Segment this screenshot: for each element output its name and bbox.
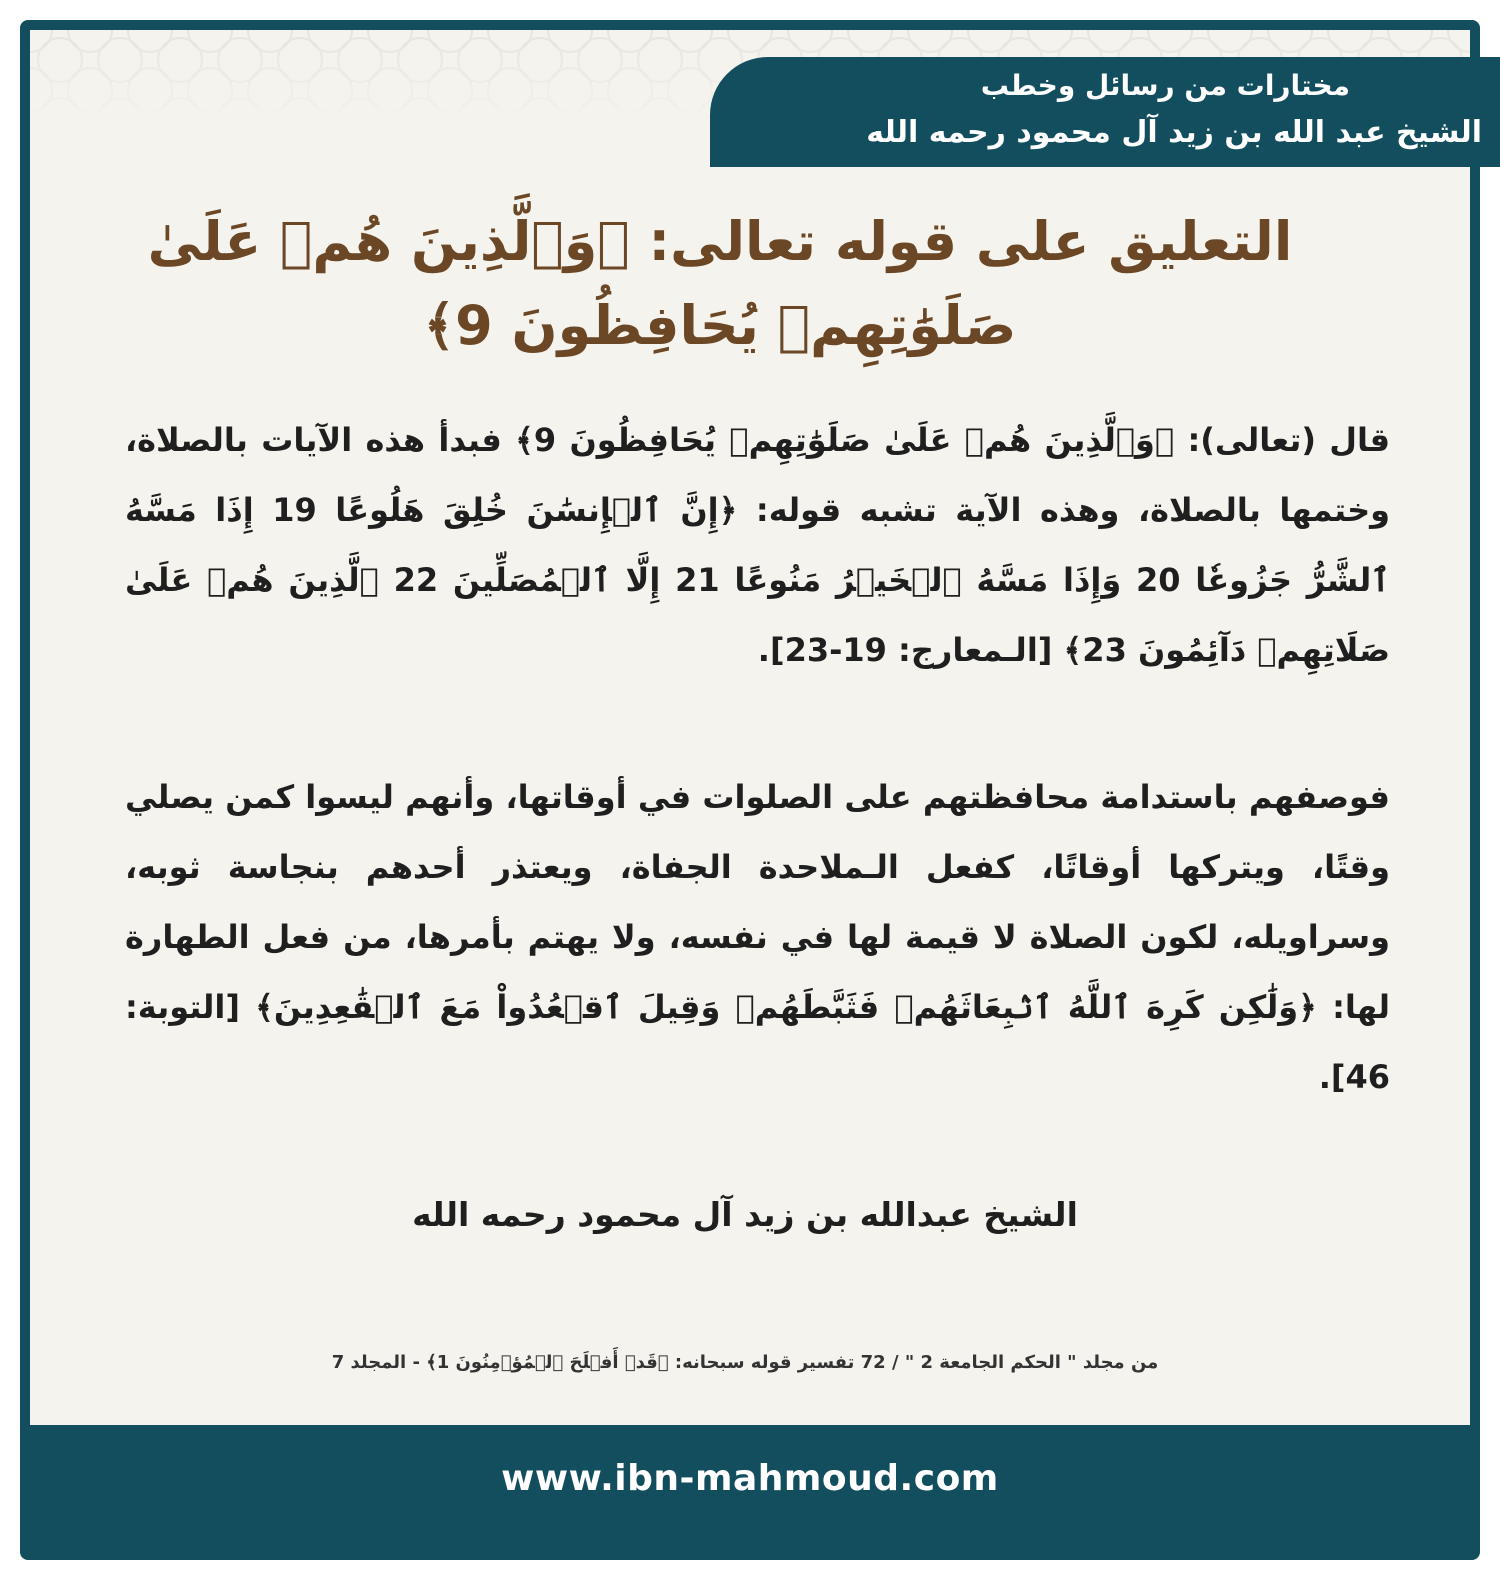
- paragraph-2: [125, 762, 1390, 1112]
- author-signature: الشيخ عبدالله بن زيد آل محمود رحمه الله: [412, 1195, 1078, 1234]
- paragraph-2-text: فوصفهم باستدامة محافظتهم على الصلوات في أوقاتها، وأنهم ليسوا كمن يصلي وقتًا، ويتركها أوقاتًا، كفعل الـملاحدة الجفاة، ويعتذر أحدهم بنجاسة ثوبه، وسراويله، لكون الصلاة لا قيمة لها في نفسه، ولا يهتم بأمرها، من فعل الطهارة لها:: [125, 778, 1391, 1026]
- header-subtitle: مختارات من رسائل وخطب: [980, 69, 1350, 102]
- quran-quote-1: ﴿وَٱلَّذِينَ هُمۡ عَلَىٰ صَلَوَٰتِهِمۡ يُحَافِظُونَ 9﴾: [515, 421, 1175, 459]
- paragraph-1: [125, 405, 1390, 685]
- paragraph-1-reference: [الـمعارج: 19-23].: [757, 631, 1064, 669]
- quran-quote-3: ﴿وَلَٰكِن كَرِهَ ٱللَّهُ ٱنۢبِعَاثَهُمۡ فَثَبَّطَهُمۡ وَقِيلَ ٱقۡعُدُواْ مَعَ ٱلۡقَٰعِدِينَ﴾: [255, 988, 1317, 1026]
- source-citation: من مجلد " الحكم الجامعة 2 " / 72 تفسير قوله سبحانه: ﴿قَدۡ أَفۡلَحَ ٱلۡمُؤۡمِنُونَ 1﴾ - المجلد 7: [331, 1352, 1159, 1373]
- page-title: [130, 200, 1310, 368]
- title-line-1: التعليق على قوله تعالى: ﴿وَٱلَّذِينَ هُمۡ عَلَىٰ: [147, 210, 1293, 273]
- paragraph-2-reference: [التوبة: 46].: [125, 988, 1390, 1096]
- paragraph-1-intro: قال (تعالى):: [1174, 421, 1391, 459]
- title-line-2: صَلَوَٰتِهِمۡ يُحَافِظُونَ 9﴾: [423, 294, 1017, 357]
- header-author: الشيخ عبد الله بن زيد آل محمود رحمه الله: [866, 115, 1482, 150]
- website-link[interactable]: www.ibn-mahmoud.com: [501, 1458, 999, 1499]
- header-banner: [710, 57, 1500, 167]
- paragraph-1-text: فبدأ هذه الآيات بالصلاة، وختمها بالصلاة، وهذه الآية تشبه قوله:: [125, 421, 1391, 529]
- quran-quote-2: ﴿إِنَّ ٱلۡإِنسَٰنَ خُلِقَ هَلُوعًا 19 إِذَا مَسَّهُ ٱلشَّرُّ جَزُوعٗا 20 وَإِذَا مَسَّهُ ٱلۡخَيۡرُ مَنُوعًا 21 إِلَّا ٱلۡمُصَلِّينَ 22 ٱلَّذِينَ هُمۡ عَلَىٰ صَلَاتِهِمۡ دَآئِمُونَ 23﴾: [125, 491, 1391, 669]
